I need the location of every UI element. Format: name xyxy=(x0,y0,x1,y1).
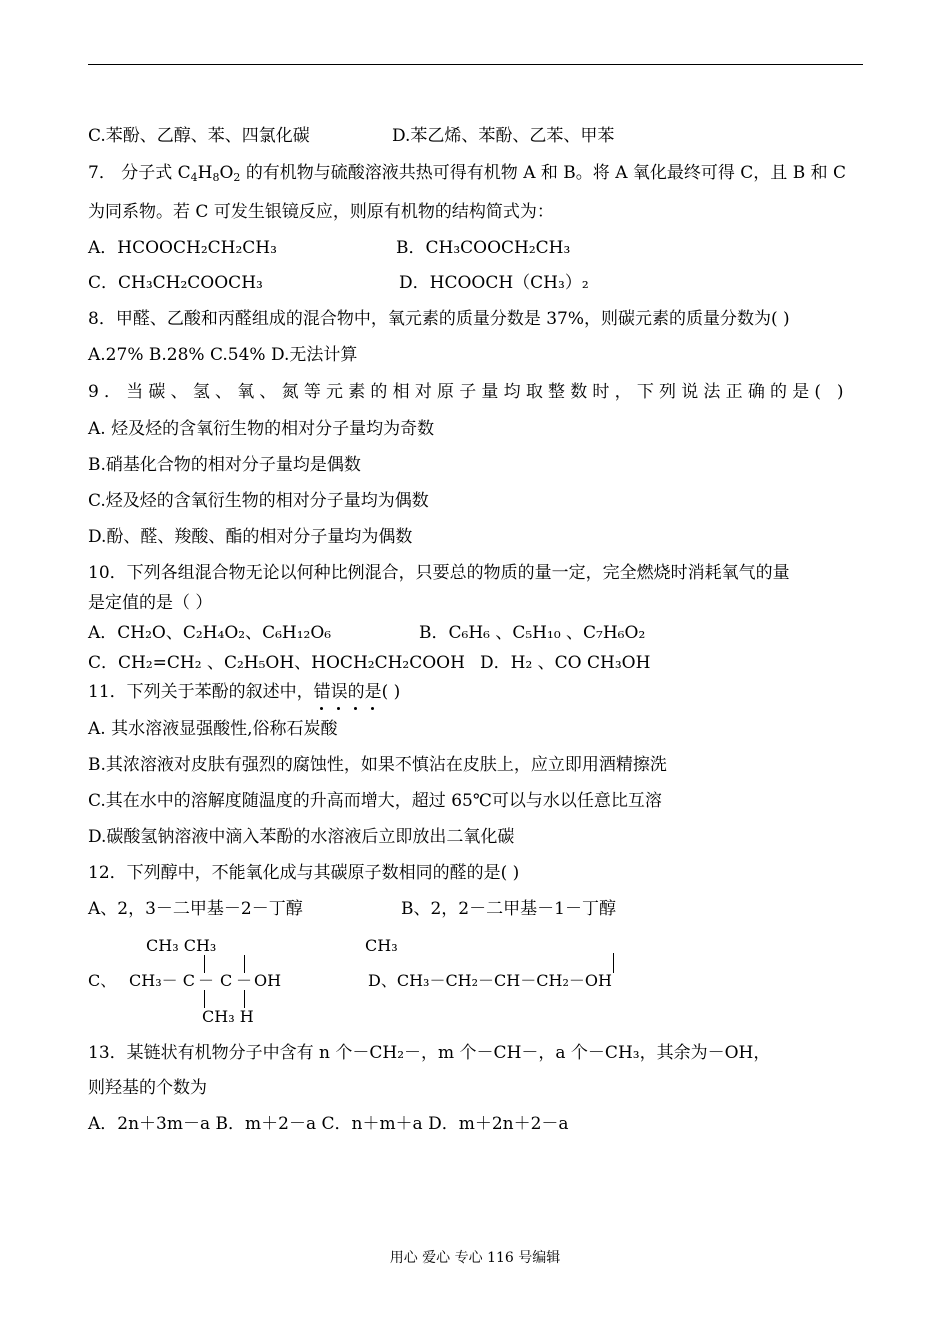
q11-option-c: C.其在水中的溶解度随温度的升高而增大，超过 65℃可以与水以任意比互溶 xyxy=(88,791,662,811)
q12-c-top-groups: CH₃ CH₃ xyxy=(146,936,217,955)
q6-options-cd xyxy=(88,126,614,146)
page-footer: 用心 爱心 专心 116 号编辑 xyxy=(389,1250,561,1266)
q9-stem: 9．当碳、氢、氧、氮等元素的相对原子量均取整数时，下列说法正确的是( ) xyxy=(88,382,849,402)
q11-stem: 11．下列关于苯酚的叙述中，错误的是 ( ) xyxy=(88,682,400,702)
q11-option-a: A. 其水溶液显强酸性,俗称石炭酸 xyxy=(88,719,338,739)
q12-option-b: B、2，2－二甲基－1－丁醇 xyxy=(401,899,616,919)
q7-stem-cont: 为同系物。若 C 可发生银镜反应，则原有机物的结构简式为： xyxy=(88,202,554,222)
q13-options: A．2n＋3m－a B．m＋2－a C．n＋m＋a D．m＋2n＋2－a xyxy=(88,1114,569,1134)
q12-option-a: A、2，3－二甲基－2－丁醇 xyxy=(88,899,303,919)
q9-option-b: B.硝基化合物的相对分子量均是偶数 xyxy=(88,455,361,475)
q12-c-bond-up-1 xyxy=(204,955,205,973)
q12-c-chain-2: C xyxy=(220,971,233,990)
q12-c-bond-down-1 xyxy=(204,990,205,1008)
q12-c-bond-2: － xyxy=(236,971,253,990)
q7-options-cd xyxy=(88,273,589,293)
q8-stem: 8．甲醛、乙酸和丙醛组成的混合物中，氧元素的质量分数是 37%，则碳元素的质量分数为( ) xyxy=(88,309,790,329)
q12-c-oh: OH xyxy=(254,971,282,990)
q12-c-bond-down-2 xyxy=(244,990,245,1008)
q12-d-top-group: CH₃ xyxy=(365,936,398,955)
header-rule xyxy=(88,64,863,65)
q9-option-d: D.酚、醛、羧酸、酯的相对分子量均为偶数 xyxy=(88,527,413,547)
q10-option-b: B．C₆H₆ 、C₅H₁₀ 、C₇H₆O₂ xyxy=(419,623,646,643)
q12-c-bond: － xyxy=(198,971,215,990)
q7-stem: 7． 分子式 $C_4H_8O_2$ 的有机物与硫酸溶液共热可得有机物 A 和 B。将 A 氧化最终可得 C，且 B 和 C xyxy=(88,163,846,184)
q9-option-a: A. 烃及烃的含氧衍生物的相对分子量均为奇数 xyxy=(88,419,435,439)
q9-option-c: C.烃及烃的含氧衍生物的相对分子量均为偶数 xyxy=(88,491,429,511)
q13-stem: 13．某链状有机物分子中含有 n 个－CH₂－，m 个－CH－，a 个－CH₃，其余为－OH， xyxy=(88,1043,771,1063)
q11-emphasis: 错误的是 xyxy=(314,682,382,702)
q10-options-ab xyxy=(88,623,645,643)
q7-option-a: A．HCOOCH₂CH₂CH₃ xyxy=(88,238,277,258)
q12-d-chain: D、CH₃－CH₂－CH－CH₂－OH xyxy=(368,971,612,990)
q11-option-d: D.碳酸氢钠溶液中滴入苯酚的水溶液后立即放出二氧化碳 xyxy=(88,827,515,847)
q10-option-c: C．CH₂=CH₂ 、C₂H₅OH、HOCH₂CH₂COOH xyxy=(88,653,465,673)
q10-options-cd xyxy=(88,653,650,673)
q7-options-ab xyxy=(88,238,570,258)
q12-c-chain-1: CH₃－ C xyxy=(129,971,195,990)
q6-option-c: C.苯酚、乙醇、苯、四氯化碳 xyxy=(88,126,310,146)
q12-options-ab xyxy=(88,899,616,919)
q10-stem: 10．下列各组混合物无论以何种比例混合，只要总的物质的量一定，完全燃烧时消耗氧气的量 xyxy=(88,563,790,583)
q13-stem-cont: 则羟基的个数为 xyxy=(88,1078,207,1098)
q10-stem-cont: 是定值的是（ ） xyxy=(88,593,213,613)
q7-option-c: C．CH₃CH₂COOCH₃ xyxy=(88,273,263,293)
q10-option-d: D．H₂ 、CO CH₃OH xyxy=(480,653,651,673)
q8-options: A.27% B.28% C.54% D.无法计算 xyxy=(88,345,358,365)
q12-c-label: C、 xyxy=(88,971,117,990)
q12-c-bond-up-2 xyxy=(244,955,245,973)
q7-option-b: B．CH₃COOCH₂CH₃ xyxy=(396,238,571,258)
q7-option-d: D．HCOOCH（CH₃）₂ xyxy=(399,273,589,293)
q12-d-bond-up xyxy=(613,953,614,973)
q12-c-bottom-groups: CH₃ H xyxy=(202,1007,254,1026)
q6-option-d: D.苯乙烯、苯酚、乙苯、甲苯 xyxy=(392,126,615,146)
q10-option-a: A．CH₂O、C₂H₄O₂、C₆H₁₂O₆ xyxy=(88,623,332,643)
q11-option-b: B.其浓溶液对皮肤有强烈的腐蚀性，如果不慎沾在皮肤上，应立即用酒精擦洗 xyxy=(88,755,667,775)
q12-stem: 12．下列醇中，不能氧化成与其碳原子数相同的醛的是( ) xyxy=(88,863,520,883)
